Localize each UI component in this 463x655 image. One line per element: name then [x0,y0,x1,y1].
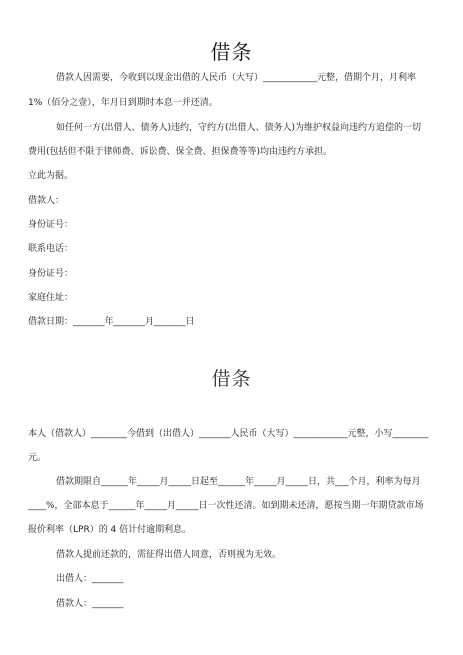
doc1-title: 借条 [210,40,253,64]
doc1-id-label-2: 身份证号： [28,269,74,279]
doc1-para2-line1: 如任何一方(出借人、债务人)违约，守约方(出借人、债务人)为维护权益向违约方追偿的一切 [56,123,422,133]
doc1-para1-line1: 借款人因需要，今收到以现金出借的人民币（大写）____________元整，借期个月，月利率 [56,73,417,83]
doc2-para3: 借款人提前还款的，需征得出借人同意，否则视为无效。 [56,550,282,560]
doc1-address-label: 家庭住址： [28,293,74,303]
doc1-para2-line2: 费用(包括但不限于律师费、诉讼费、保全费、担保费等等)均由违约方承担。 [28,147,333,157]
doc2-lender-line: 出借人：_______ [56,574,124,584]
doc1-phone-label: 联系电话： [28,244,74,254]
doc1-borrower-label: 借款人： [28,196,65,206]
doc2-borrower-line: 借款人：_______ [56,599,124,609]
doc2-title: 借条 [211,368,252,390]
doc2-para2-line1: 借款期限自______年_____月_____日起至______年_____月_____日，共___个月，利率为每月 [56,477,421,487]
doc1-basis: 立此为据。 [28,171,74,181]
doc1-para1-line2: 1%（佰分之壹），年月日到期时本息一并还清。 [28,98,218,108]
doc2-para2-line2: ____%，全部本息于______年_____月_____日一次性还清。如到期未还清，愿按当期一年期贷款市场 [28,501,424,511]
doc2-para2-line3: 报价利率（LPR）的 4 倍计付逾期利息。 [28,525,192,535]
doc2-para1-line2: 元。 [28,453,47,463]
doc1-id-label-1: 身份证号： [28,220,74,230]
doc1-date-line: 借款日期：_______年_______月_______日 [28,317,195,327]
doc2-para1-line1: 本人（借款人）________今借到（出借人）_______人民币（大写）____________元整，小写________ [28,429,429,439]
